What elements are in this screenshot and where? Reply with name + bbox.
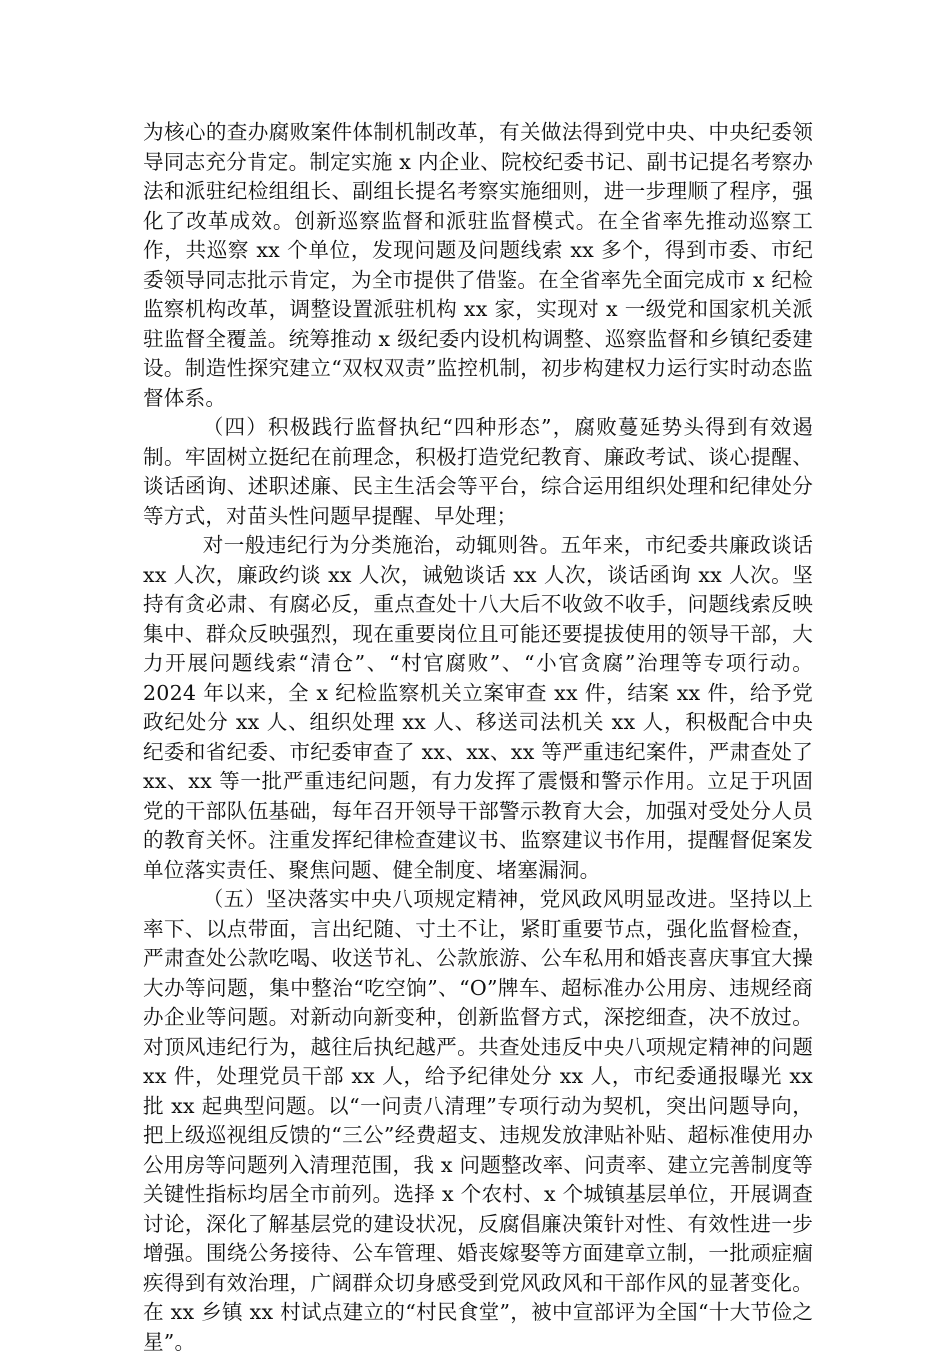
paragraph-section-five: （五）坚决落实中央八项规定精神，党风政风明显改进。坚持以上率下、以点带面，言出纪随、寸土不让，紧盯重要节点，强化监督检查，严肃查处公款吃喝、收送节礼、公款旅游、公车私用和婚丧喜庆事宜大操大办等问题，集中整治“吃空饷”、“O”牌车、超标准办公用房、违规经商办企业等问题。对新动向新变种，创新监督方式，深挖细查，决不放过。对顶风违纪行为，越往后执纪越严。共查处违反中央八项规定精神的问题 xx 件，处理党员干部 xx 人，给予纪律处分 xx 人，市纪委通报曝光 xx 批 xx 起典型问题。以“一问责八清理”专项行动为契机，突出问题导向，把上级巡视组反馈的“三公”经费超支、违规发放津贴补贴、超标准使用办公用房等问题列入清理范围，我 x 问题整改率、问责率、建立完善制度等关键性指标均居全市前列。选择 x 个农村、x 个城镇基层单位，开展调查讨论，深化了解基层党的建设状况，反腐倡廉决策针对性、有效性进一步增强。围绕公务接待、公车管理、婚丧嫁娶等方面建章立制，一批顽症痼疾得到有效治理，广阔群众切身感受到党风政风和干部作风的显著变化。在 xx 乡镇 xx 村试点建立的“村民食堂”，被中宣部评为全国“十大节俭之星”。 [143, 887, 813, 1354]
paragraph-reform-continuation: 为核心的查办腐败案件体制机制改革，有关做法得到党中央、中央纪委领导同志充分肯定。制定实施 x 内企业、院校纪委书记、副书记提名考察办法和派驻纪检组组长、副组长提名考察实施细则，进一步理顺了程序，强化了改革成效。创新巡察监督和派驻监督模式。在全省率先推动巡察工作，共巡察 xx 个单位，发现问题及问题线索 xx 多个，得到市委、市纪委领导同志批示肯定，为全市提供了借鉴。在全省率先全面完成市 x 纪检监察机构改革，调整设置派驻机构 xx 家，实现对 x 一级党和国家机关派驻监督全覆盖。统筹推动 x 级纪委内设机构调整、巡察监督和乡镇纪委建设。制造性探究建立“双权双责”监控机制，初步构建权力运行实时动态监督体系。 [143, 120, 813, 410]
paragraph-section-four: （四）积极践行监督执纪“四种形态”，腐败蔓延势头得到有效遏制。牢固树立挺纪在前理念，积极打造党纪教育、廉政考试、谈心提醒、谈话函询、述职述廉、民主生活会等平台，综合运用组织处理和纪律处分等方式，对苗头性问题早提醒、早处理； [143, 415, 813, 528]
document-body [143, 118, 813, 1357]
paragraph-discipline-measures: 对一般违纪行为分类施治，动辄则咎。五年来，市纪委共廉政谈话 xx 人次，廉政约谈 xx 人次，诫勉谈话 xx 人次，谈话函询 xx 人次。坚持有贪必肃、有腐必反，重点查处十八大后不收敛不收手，问题线索反映集中、群众反映强烈，现在重要岗位且可能还要提拔使用的领导干部，大力开展问题线索“清仓”、“村官腐败”、“小官贪腐”治理等专项行动。2024 年以来，全 x 纪检监察机关立案审查 xx 件，结案 xx 件，给予党政纪处分 xx 人、组织处理 xx 人、移送司法机关 xx 人，积极配合中央纪委和省纪委、市纪委审查了 xx、xx、xx 等严重违纪案件，严肃查处了 xx、xx 等一批严重违纪问题，有力发挥了震慑和警示作用。立足于巩固党的干部队伍基础，每年召开领导干部警示教育大会，加强对受处分人员的教育关怀。注重发挥纪律检查建议书、监察建议书作用，提醒督促案发单位落实责任、聚焦问题、健全制度、堵塞漏洞。 [143, 533, 813, 882]
